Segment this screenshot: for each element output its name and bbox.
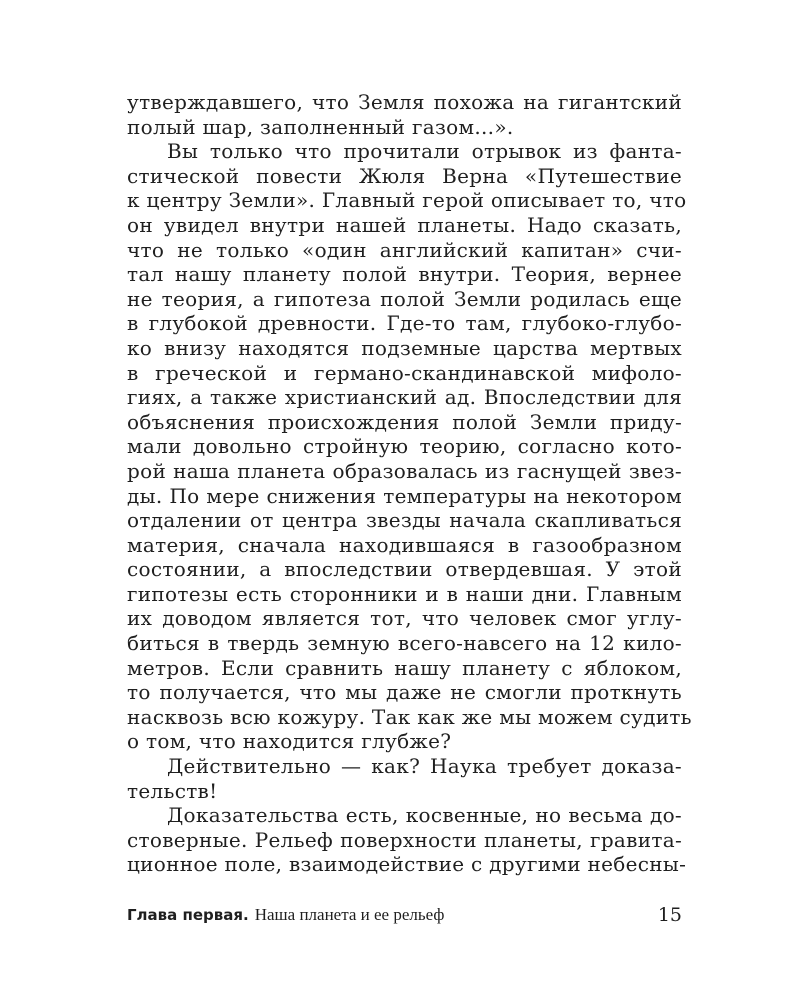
text-line: метров. Если сравнить нашу планету с яблоком, <box>127 655 682 680</box>
text-line: материя, сначала находившаяся в газообразном <box>127 532 682 557</box>
text-line: Вы только что прочитали отрывок из фанта- <box>167 139 682 164</box>
text-line: биться в твердь земную всего-навсего на 12 кило- <box>127 631 682 656</box>
text-line: рой наша планета образовалась из гаснущей звез- <box>127 458 682 483</box>
text-line: о том, что находится глубже? <box>127 729 452 754</box>
text-line: состоянии, а впоследствии отвердевшая. У этой <box>127 557 682 582</box>
page-number: 15 <box>657 904 682 926</box>
text-line: тельств! <box>127 778 218 803</box>
text-line: ко внизу находятся подземные царства мертвых <box>127 335 682 360</box>
text-line: утверждавшего, что Земля похожа на гигантский <box>127 90 682 114</box>
page-footer <box>127 901 682 929</box>
text-line: ды. По мере снижения температуры на некотором <box>127 483 682 508</box>
chapter-title: Наша планета и ее рельеф <box>254 905 445 924</box>
body-text <box>127 90 692 877</box>
text-line: не теория, а гипотеза полой Земли родилась еще <box>127 286 682 311</box>
text-line: тал нашу планету полой внутри. Теория, вернее <box>127 262 682 287</box>
text-line: гипотезы есть сторонники и в наши дни. Главным <box>127 581 682 606</box>
text-line: отдалении от центра звезды начала скапливаться <box>127 508 682 533</box>
text-line: что не только «один английский капитан» счи- <box>127 237 682 262</box>
text-line: в глубокой древности. Где-то там, глубоко-глубо- <box>127 311 682 336</box>
text-line: стоверные. Рельеф поверхности планеты, гравита- <box>127 827 682 852</box>
text-line: он увидел внутри нашей планеты. Надо сказать, <box>127 212 682 237</box>
text-line: их доводом является тот, что человек смог углу- <box>127 606 682 631</box>
text-line: то получается, что мы даже не смогли проткнуть <box>127 680 682 705</box>
text-line: полый шар, заполненный газом...». <box>127 114 514 139</box>
text-line: объяснения происхождения полой Земли приду- <box>127 409 682 434</box>
text-line: к центру Земли». Главный герой описывает то, что <box>127 188 687 213</box>
text-line: стической повести Жюля Верна «Путешествие <box>127 163 682 188</box>
chapter-label: Глава первая. <box>127 906 249 924</box>
text-line: в греческой и германо-скандинавской мифоло- <box>127 360 682 385</box>
text-line: Доказательства есть, косвенные, но весьма до- <box>167 803 682 828</box>
text-line: гиях, а также христианский ад. Впоследствии для <box>127 385 682 410</box>
text-line: насквозь всю кожуру. Так как же мы можем судить <box>127 704 692 729</box>
text-line: Действительно — как? Наука требует доказа- <box>167 754 682 779</box>
text-line: мали довольно стройную теорию, согласно кото- <box>127 434 682 459</box>
text-line: ционное поле, взаимодействие с другими небесны- <box>127 852 687 877</box>
